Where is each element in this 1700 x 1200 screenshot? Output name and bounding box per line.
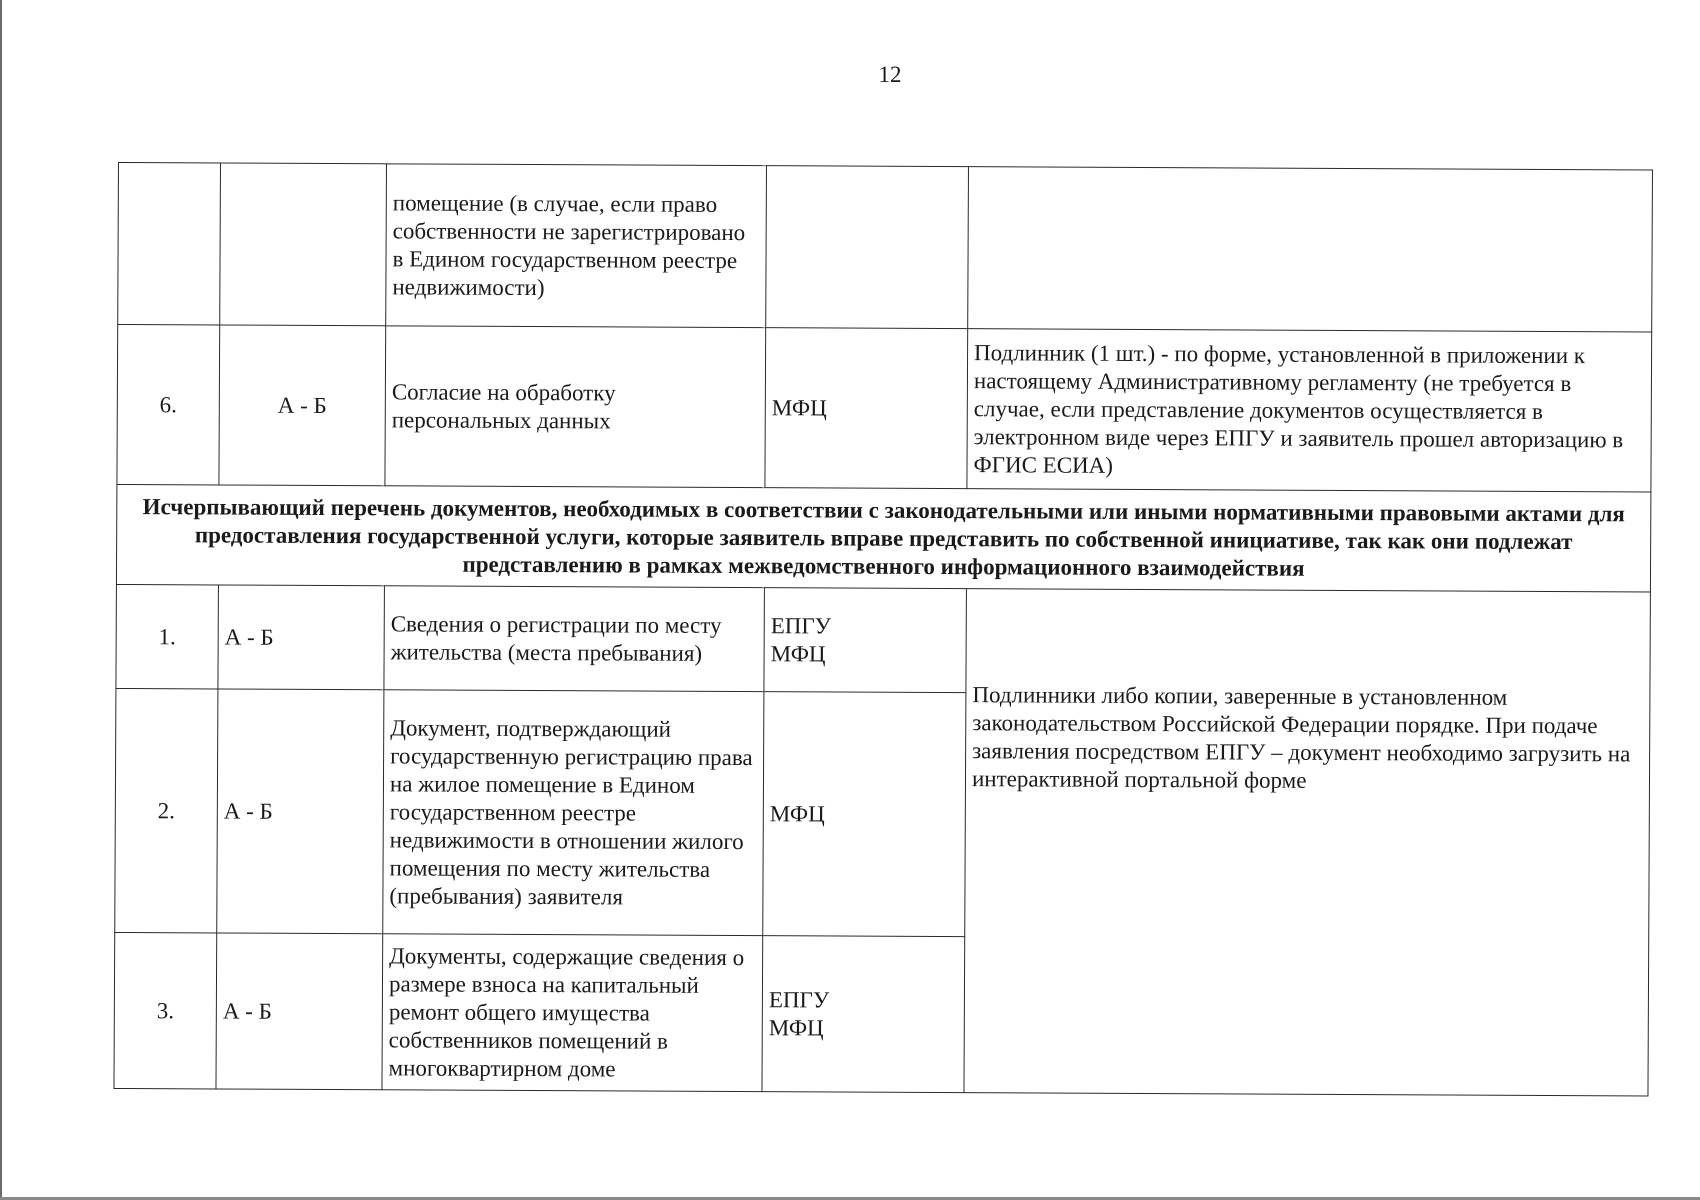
row-category: А - Б: [216, 933, 383, 1090]
table-row-6: [117, 325, 1652, 492]
scan-edge-left: [0, 0, 2, 1200]
number-cell: [118, 163, 221, 325]
section-header: Исчерпывающий перечень документов, необходимых в соответствии с законодательными или иными нормативными правовыми актами для предоставления государственной услуги, которые заявитель вправе представить по собственной инициативе, так как они подлежат представлению в рамках межведомственного информационного взаимодействия: [116, 484, 1650, 591]
row-number: 6.: [117, 325, 220, 485]
requirements-cell: [968, 167, 1653, 332]
section-header-row: [116, 484, 1650, 591]
row-category: А - Б: [217, 689, 384, 934]
row-category: А - Б: [218, 585, 385, 690]
row-document: Сведения о регистрации по месту жительства (места пребывания): [384, 586, 765, 692]
agency-mfc: МФЦ: [770, 640, 826, 666]
table-row-1: [116, 584, 1650, 695]
row-document: Документ, подтверждающий государственную регистрацию права на жилое помещение в Едином государственном реестре недвижимости в отношении жилого помещения по месту жительства (пребывания) заявителя: [383, 690, 764, 936]
row-document: Документы, содержащие сведения о размере взноса на капитальный ремонт общего имущества собственников помещений в многоквартирном доме: [382, 934, 763, 1092]
page-number: 12: [878, 62, 902, 87]
row-number: 3.: [114, 932, 217, 1088]
agency-epgu: ЕПГУ: [768, 986, 830, 1012]
category-cell: [220, 163, 387, 326]
table-row-continuation: [118, 163, 1653, 332]
row-agency: МФЦ: [765, 328, 968, 489]
row-agency: [763, 692, 966, 937]
row-agency: [762, 936, 965, 1093]
row-document: Согласие на обработку персональных данных: [385, 326, 766, 488]
document-cell: помещение (в случае, если право собственности не зарегистрировано в Едином государственном реестре недвижимости): [386, 164, 767, 328]
agency-cell: [766, 166, 969, 329]
row-number: 1.: [116, 584, 219, 688]
row-category: А - Б: [219, 325, 386, 486]
agency-mfc: МФЦ: [769, 800, 825, 826]
row-agency: [764, 588, 967, 693]
row-number: 2.: [115, 688, 218, 932]
row-requirements: Подлинник (1 шт.) - по форме, установленной в приложении к настоящему Административному регламенту (не требуется в случае, если представление документов осуществляется в электронном виде через ЕПГУ и заявитель прошел авторизацию в ФГИС ЕСИА): [967, 329, 1652, 492]
agency-mfc: МФЦ: [768, 1014, 824, 1040]
documents-table: [113, 162, 1653, 1096]
agency-epgu: ЕПГУ: [770, 612, 832, 638]
merged-requirements-cell: Подлинники либо копии, заверенные в установленном законодательством Российской Федерации порядке. При подаче заявления посредством ЕПГУ – документ необходимо загрузить на интерактивной портальной форме: [964, 589, 1650, 1096]
